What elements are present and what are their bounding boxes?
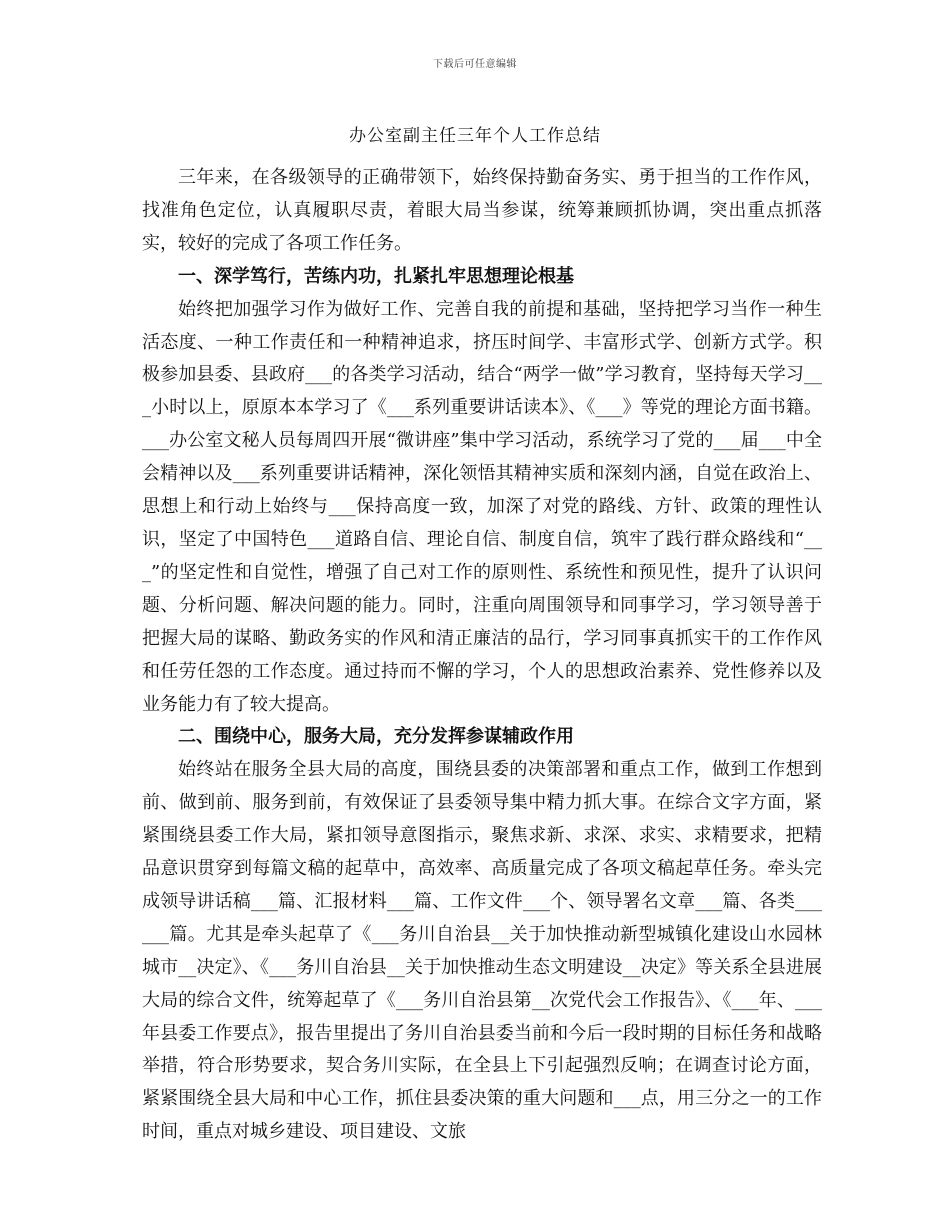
section-2-paragraph: 始终站在服务全县大局的高度，围绕县委的决策部署和重点工作，做到工作想到前、做到前、服务到前，有效保证了县委领导集中精力抓大事。在综合文字方面，紧紧围绕县委工作大局，紧扣领导意图指示，聚焦求新、求深、求实、求精要求，把精品意识贯穿到每篇文稿的起草中，高效率、高质量完成了各项文稿起草任务。牵头完成领导讲话稿___篇、汇报材料___篇、工作文件___个、领导署名文章___篇、各类______篇。尤其是牵头起草了《___务川自治县__关于加快推动新型城镇化建设山水园林城市__决定》、《___务川自治县__关于加快推动生态文明建设__决定》等关系全县进展大局的综合文件，统筹起草了《___务川自治县第__次党代会工作报告》、《___年、___年县委工作要点》，报告里提出了务川自治县委当前和今后一段时期的目标任务和战略举措，符合形势要求，契合务川实际，在全县上下引起强烈反响；在调查讨论方面，紧紧围绕全县大局和中心工作，抓住县委决策的重大问题和___点，用三分之一的工作时间，重点对城乡建设、项目建设、文旅 <box>142 759 822 1143</box>
document-body <box>142 162 822 1149</box>
intro-paragraph: 三年来，在各级领导的正确带领下，始终保持勤奋务实、勇于担当的工作作风，找准角色定位，认真履职尽责，着眼大局当参谋，统筹兼顾抓协调，突出重点抓落实，较好的完成了各项工作任务。 <box>142 167 822 254</box>
section-1-heading: 一、深学笃行，苦练内功，扎紧扎牢思想理论根基 <box>178 265 574 287</box>
header-note: 下载后可任意编辑 <box>433 59 517 70</box>
document-title: 办公室副主任三年个人工作总结 <box>349 126 601 146</box>
section-2-heading: 二、围绕中心，服务大局，充分发挥参谋辅政作用 <box>178 726 574 748</box>
section-1-paragraph: 始终把加强学习作为做好工作、完善自我的前提和基础，坚持把学习当作一种生活态度、一种工作责任和一种精神追求，挤压时间学、丰富形式学、创新方式学。积极参加县委、县政府___的各类学习活动，结合“两学一做”学习教育，坚持每天学习___小时以上，原原本本学习了《___系列重要讲话读本》、《___》等党的理论方面书籍。___办公室文秘人员每周四开展“微讲座”集中学习活动，系统学习了党的___届___中全会精神以及___系列重要讲话精神，深化领悟其精神实质和深刻内涵，自觉在政治上、思想上和行动上始终与___保持高度一致，加深了对党的路线、方针、政策的理性认识，坚定了中国特色___道路自信、理论自信、制度自信，筑牢了践行群众路线和“___”的坚定性和自觉性，增强了自己对工作的原则性、系统性和预见性，提升了认识问题、分析问题、解决问题的能力。同时，注重向周围领导和同事学习，学习领导善于把握大局的谋略、勤政务实的作风和清正廉洁的品行，学习同事真抓实干的工作作风和任劳任怨的工作态度。通过持而不懈的学习，个人的思想政治素养、党性修养以及业务能力有了较大提高。 <box>142 298 822 715</box>
